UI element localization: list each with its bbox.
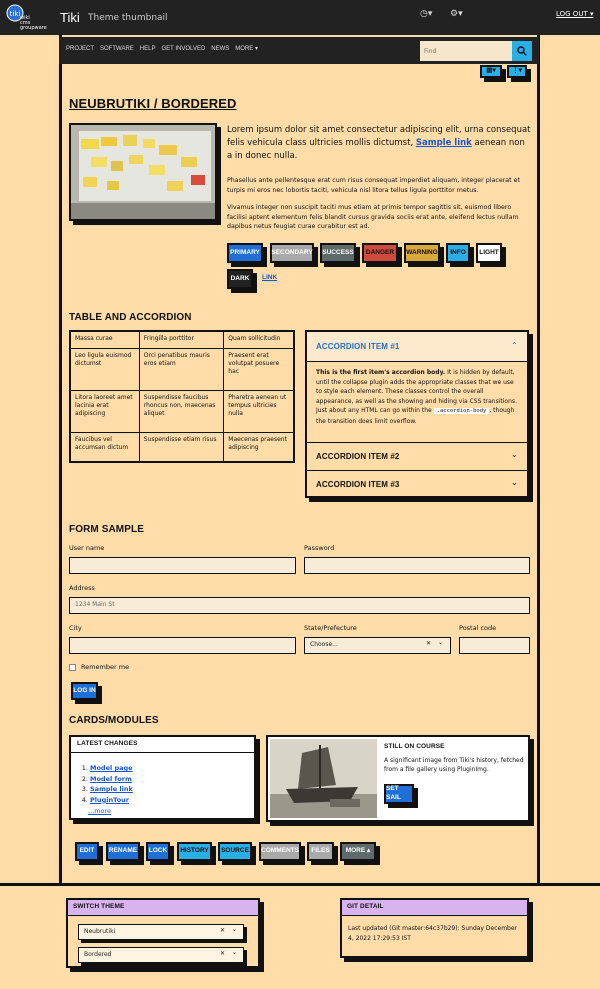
edit-button[interactable]: EDIT [75,842,99,861]
state-select[interactable]: Choose... ✕ ⌄ [304,637,451,654]
success-button[interactable]: SUCCESS [320,243,356,263]
files-button[interactable]: FILES [307,842,334,861]
danger-button[interactable]: DANGER [362,243,398,263]
nav-item-get-involved[interactable]: GET INVOLVED [161,46,206,52]
postal-field[interactable] [459,637,530,654]
still-on-course-title: STILL ON COURSE [384,743,445,750]
table-row: Litora laoreet amet lacinia erat adipiscing Suspendisse faucibus rhoncus non, maecenas aliquet Pharetra aenean ut tempus ultricies nulla [70,390,294,432]
table-row: Massa curae Fringilla porttitor Quam sollicitudin [70,331,294,348]
accordion-item-3-header[interactable]: ACCORDION ITEM #3 ⌄ [307,470,527,496]
username-field[interactable] [69,557,296,574]
list-item[interactable]: Model page [90,764,133,772]
city-field[interactable] [69,637,296,654]
postal-label: Postal code [459,624,497,632]
table-row: Faucibus vel accumsan dictum Suspendisse etiam risus Maecenas praesent adipiscing [70,432,294,462]
cards-heading: CARDS/MODULES [69,715,159,726]
page-options-button[interactable]: ▤▾ [480,65,502,78]
set-sail-button[interactable]: SET SAIL [384,784,414,804]
primary-button[interactable]: PRIMARY [227,243,263,263]
address-field[interactable]: 1234 Main St [69,597,530,614]
latest-changes-title: LATEST CHANGES [71,737,254,753]
chevron-down-icon: ⌄ [511,450,518,459]
still-on-course-card [266,735,530,822]
chevron-down-icon: ⌄ [438,639,444,646]
accordion [305,330,529,498]
login-button[interactable]: LOG IN [71,682,98,700]
app-name: Tiki [60,10,80,25]
more-button[interactable]: MORE ▴ [340,842,376,861]
clock-icon[interactable]: ◷▾ [420,9,433,19]
clear-icon[interactable]: ✕ [220,950,226,957]
svg-text:tiki: tiki [9,10,21,18]
search-input[interactable] [420,41,512,61]
link-button[interactable]: LINK [262,274,278,281]
chevron-down-icon: ⌄ [232,949,238,956]
sample-link[interactable]: Sample link [415,138,472,148]
username-label: User name [69,544,105,552]
paragraph-2: Vivamus integer non suscipit taciti mus etiam at primis tempor sagittis sit, euismod libero facilisi aptent elementum felis blandit cursus gravida sociis erat ante, eleifend lectus nullam dapibus netus feugiat curae curabitur est ad. [227,204,519,230]
sample-table [69,330,295,463]
remember-checkbox[interactable] [69,664,76,671]
clear-icon[interactable]: ✕ [426,640,432,647]
chevron-up-icon: ⌃ [511,341,518,350]
search-icon [517,46,527,56]
table-section-heading: TABLE AND ACCORDION [69,312,192,323]
nav-item-more[interactable]: MORE ▾ [235,46,258,52]
warning-button[interactable]: WARNING [404,243,440,263]
lead-paragraph: Lorem ipsum dolor sit amet consectetur adipiscing elit, urna consequat felis vehicula class ultricies mollis dictumst, Sample link aenean non a in donec nulla. [227,125,531,161]
main-nav [59,37,539,64]
form-heading: FORM SAMPLE [69,524,144,535]
paragraph-1: Phasellus ante pellentesque erat cum risus consequat imperdiet aliquam, integer placerat et turpis mi eros nec lobortis taciti, vehicula nisl litora tellus ligula porttitor metus. [227,177,520,194]
theme-select[interactable]: Neubrutiki ✕ ⌄ [78,924,244,940]
switch-theme-card [66,898,260,968]
logout-link[interactable]: LOG OUT ▾ [556,10,594,18]
source-button[interactable]: SOURCE [218,842,252,861]
page-subtitle: Theme thumbnail [88,13,168,23]
hero-image [69,123,217,221]
chevron-down-icon: ⌄ [232,926,238,933]
lock-button[interactable]: LOCK [146,842,170,861]
rename-button[interactable]: RENAME [106,842,140,861]
comments-button[interactable]: COMMENTS [259,842,301,861]
nav-item-project[interactable]: PROJECT [66,46,95,52]
right-rail [537,35,600,883]
more-link[interactable]: ...more [88,807,112,815]
address-label: Address [69,584,95,592]
footer [0,883,600,989]
clear-icon[interactable]: ✕ [220,927,226,934]
accordion-item-1-body: This is the first item's accordion body. It is hidden by default, until the collapse plugin adds the appropriate classes that we use to style each element. These classes control the overall appearance, as well as the showing and hiding via CSS transitions. Just about any HTML can go within the .accordion-body , though the transition does limit overflow. [316,369,517,425]
search-button[interactable] [512,41,532,61]
dark-button[interactable]: DARK [227,269,253,289]
page-menu-button[interactable]: ⋮▾ [507,65,527,78]
gear-icon[interactable]: ⚙▾ [450,9,463,19]
accordion-item-2-header[interactable]: ACCORDION ITEM #2 ⌄ [307,442,527,470]
nav-item-news[interactable]: NEWS [211,46,230,52]
code-snippet: .accordion-body [434,408,490,414]
chevron-down-icon: ⌄ [511,478,518,487]
nav-item-software[interactable]: SOFTWARE [100,46,134,52]
latest-changes-card [69,735,256,820]
accordion-item-1-header[interactable]: ACCORDION ITEM #1 ⌃ [307,332,527,362]
table-row: Leo ligula euismod dictumst Orci penatibus mauris eros etiam Praesent erat volutpat posuere hac [70,348,294,390]
list-item[interactable]: Sample link [90,785,133,793]
nav-item-help[interactable]: HELP [139,46,156,52]
light-button[interactable]: LIGHT [476,243,502,263]
ship-image [270,739,377,818]
latest-changes-list [90,763,133,805]
state-label: State/Prefecture [304,624,357,632]
logo-text: wiki cms groupware [20,15,47,31]
left-rail [0,35,62,883]
git-detail-title: GIT DETAIL [342,900,527,916]
list-item[interactable]: PluginTour [90,795,129,804]
info-button[interactable]: INFO [446,243,470,263]
list-item[interactable]: Model form [90,774,132,783]
git-detail-text: Last updated (Git master:64c37b29): Sunday December 4, 2022 17:29:53 IST [348,925,518,942]
password-label: Password [304,544,335,552]
site-logo[interactable] [6,4,52,32]
switch-theme-title: SWITCH THEME [68,900,258,916]
theme-option-select[interactable]: Bordered ✕ ⌄ [78,947,244,963]
secondary-button[interactable]: SECONDARY [270,243,314,263]
git-detail-card [340,898,529,958]
password-field[interactable] [304,557,530,574]
remember-label: Remember me [81,663,130,671]
page-title: NEUBRUTIKI / BORDERED [69,96,237,111]
city-label: City [69,624,82,632]
still-on-course-text: A significant image from Tiki's history, fetched from a file gallery using PluginImg. [384,757,524,773]
top-bar [0,0,600,35]
history-button[interactable]: HISTORY [177,842,212,861]
